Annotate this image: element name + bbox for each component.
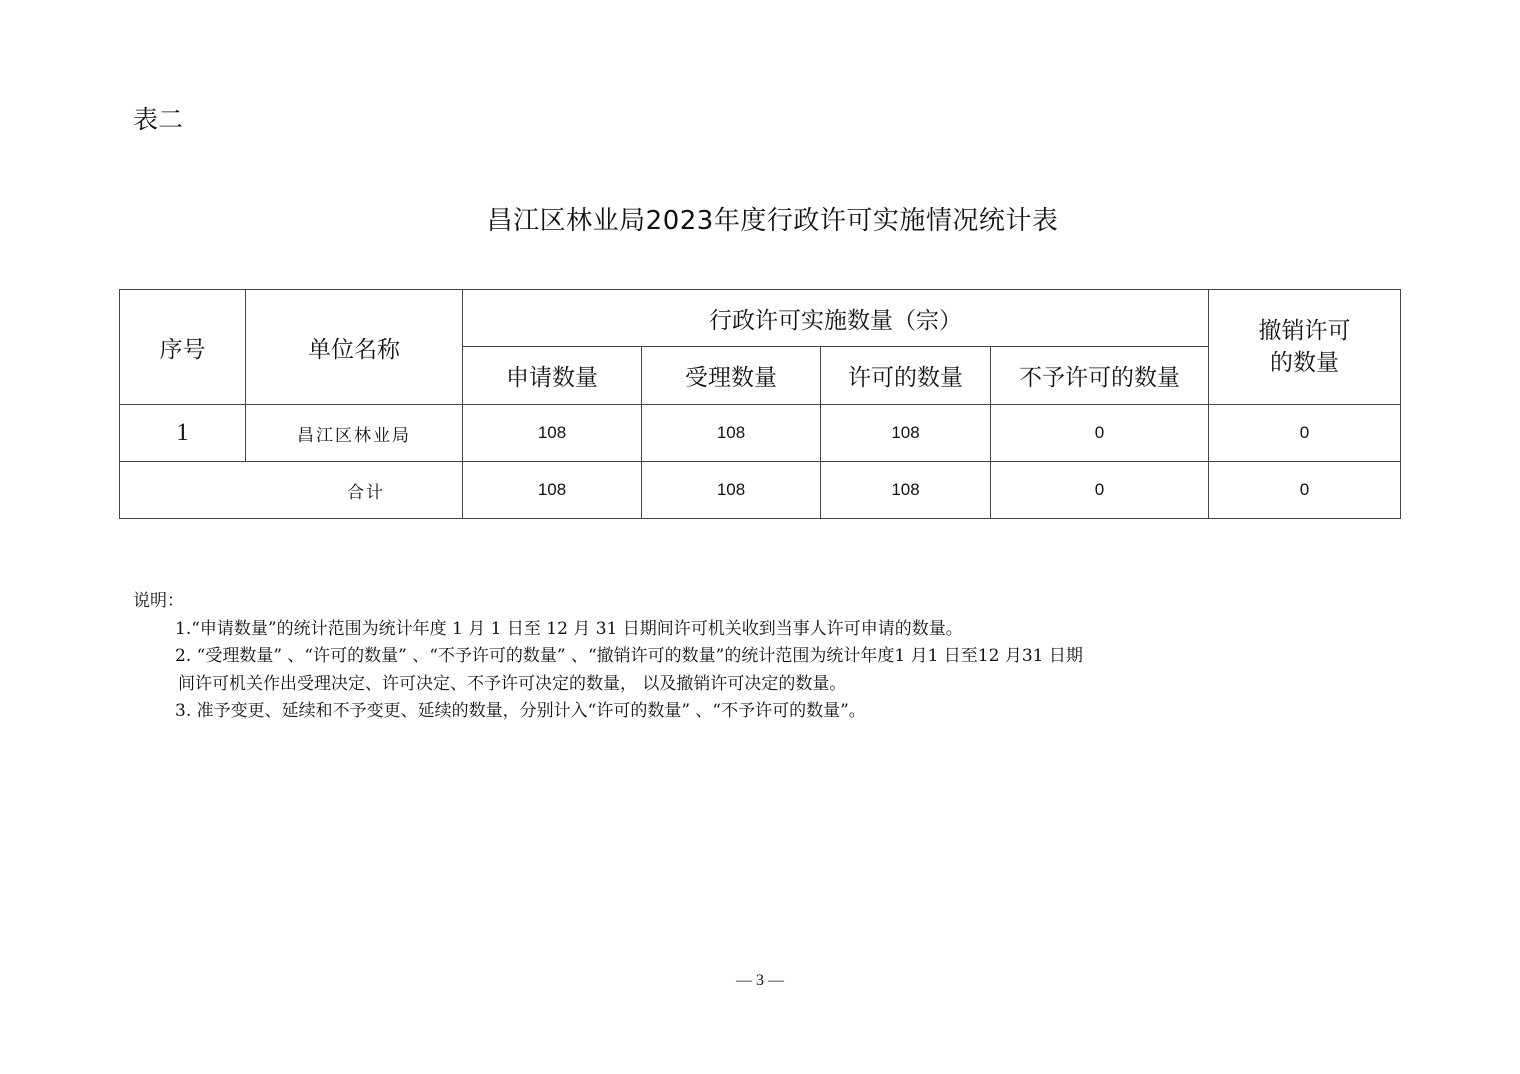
- row-unit-name: 昌江区林业局: [246, 405, 463, 462]
- note-item-2-line-1: 2. “受理数量” 、“许可的数量” 、“不予许可的数量” 、“撤销许可的数量”的统计范围为统计年度1 月1 日至12 月31 日期: [175, 646, 1083, 666]
- page-number: — 3 —: [736, 972, 784, 989]
- header-accept: 受理数量: [642, 347, 821, 405]
- row-revoke: 0: [1209, 405, 1401, 462]
- header-permit: 许可的数量: [821, 347, 991, 405]
- note-item-3: 3. 准予变更、延续和不予变更、延续的数量，分别计入“许可的数量” 、“不予许可的数量”。: [175, 701, 866, 721]
- total-accept: 108: [642, 462, 821, 519]
- note-item-1: 1.“申请数量”的统计范围为统计年度 1 月 1 日至 12 月 31 日期间许可机关收到当事人许可申请的数量。: [175, 618, 963, 639]
- table-label: 表二: [133, 105, 184, 134]
- notes-section: [133, 588, 1403, 726]
- total-permit: 108: [821, 462, 991, 519]
- total-revoke: 0: [1209, 462, 1401, 519]
- row-seq: 1: [120, 405, 246, 462]
- table-row: [120, 405, 1401, 462]
- header-revoke: [1209, 290, 1401, 405]
- total-reject: 0: [991, 462, 1209, 519]
- header-row-1: [120, 290, 1401, 347]
- row-accept: 108: [642, 405, 821, 462]
- total-row: [120, 462, 1401, 519]
- note-item-2-line-2: 间许可机关作出受理决定、许可决定、不予许可决定的数量， 以及撤销许可决定的数量。: [178, 673, 847, 694]
- total-apply: 108: [463, 462, 642, 519]
- row-reject: 0: [991, 405, 1209, 462]
- notes-heading: 说明：: [133, 591, 184, 611]
- header-revoke-line1: 撤销许可: [1258, 318, 1351, 344]
- row-permit: 108: [821, 405, 991, 462]
- header-seq: 序号: [120, 290, 246, 405]
- header-revoke-line2: 的数量: [1270, 350, 1339, 376]
- header-unit-name: 单位名称: [246, 290, 463, 405]
- header-apply: 申请数量: [463, 347, 642, 405]
- page-title: 昌江区林业局2023年度行政许可实施情况统计表: [486, 206, 1059, 236]
- header-group: 行政许可实施数量（宗）: [463, 290, 1209, 347]
- statistics-table: [119, 289, 1401, 519]
- header-reject: 不予许可的数量: [991, 347, 1209, 405]
- total-label: 合计: [120, 462, 463, 519]
- row-apply: 108: [463, 405, 642, 462]
